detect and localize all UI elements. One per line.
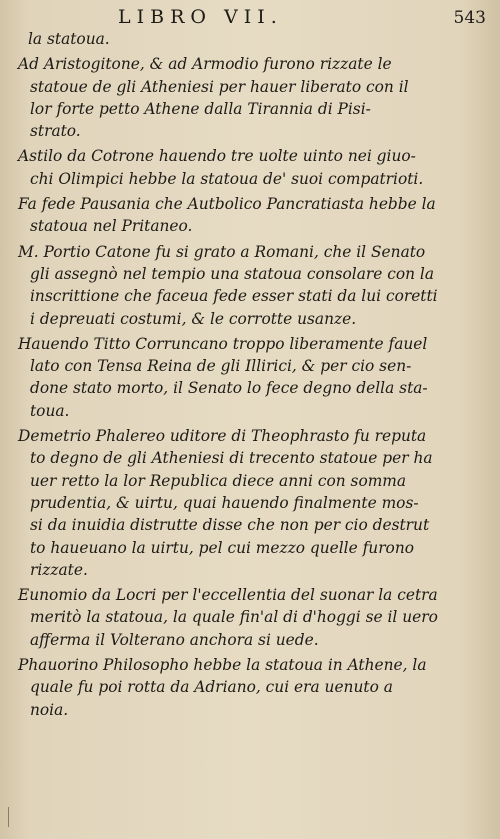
paragraph bbox=[18, 193, 488, 238]
text-line: Astilo da Cotrone hauendo tre uolte uinto nei giuo- bbox=[18, 147, 416, 166]
text-line: toua. bbox=[30, 401, 70, 420]
page-number: 543 bbox=[453, 8, 486, 28]
text-line: la statoua. bbox=[28, 30, 110, 48]
text-line: Hauendo Titto Corruncano troppo liberamente fauel bbox=[18, 334, 428, 353]
running-title: LIBRO VII. bbox=[118, 6, 283, 28]
text-line: quale fu poi rotta da Adriano, cui era uenuto a bbox=[30, 678, 393, 697]
text-line: inscrittione che faceua fede esser stati da lui coretti bbox=[30, 287, 438, 306]
paragraph bbox=[18, 333, 488, 422]
text-line: Eunomio da Locri per l'eccellentia del suonar la cetra bbox=[18, 586, 438, 605]
text-line: M. Portio Catone fu si grato a Romani, che il Senato bbox=[18, 242, 426, 261]
text-line: chi Olimpici hebbe la statoua de' suoi compatrioti. bbox=[30, 169, 424, 188]
text-line: meritò la statoua, la quale fin'al di d'hoggi se il uero bbox=[30, 608, 438, 627]
text-line: Demetrio Phalereo uditore di Theophrasto fu reputa bbox=[18, 427, 427, 446]
paragraph bbox=[18, 241, 488, 330]
text-line: lato con Tensa Reina de gli Illirici, & per cio sen- bbox=[30, 357, 412, 376]
text-line: si da inuidia distrutte disse che non per cio destrut bbox=[30, 516, 430, 535]
text-line: Phauorino Philosopho hebbe la statoua in Athene, la bbox=[18, 656, 427, 675]
paragraph bbox=[18, 53, 488, 142]
paragraph bbox=[18, 584, 488, 651]
text-line: lor forte petto Athene dalla Tirannia di Pisi- bbox=[30, 99, 371, 118]
text-line: strato. bbox=[30, 122, 81, 141]
paragraph bbox=[18, 654, 488, 721]
text-line: to haueuano la uirtu, pel cui mezzo quelle furono bbox=[30, 538, 414, 557]
text-line: prudentia, & uirtu, quai hauendo finalmente mos- bbox=[30, 493, 419, 512]
text-line: Ad Aristogitone, & ad Armodio furono rizzate le bbox=[18, 55, 392, 74]
paragraph bbox=[18, 425, 488, 581]
text-line: Fa fede Pausania che Autbolico Pancratiasta hebbe la bbox=[18, 195, 436, 214]
paragraph bbox=[18, 145, 488, 190]
text-line: rizzate. bbox=[30, 560, 88, 579]
text-line: to degno de gli Atheniesi di trecento statoue per ha bbox=[30, 449, 433, 468]
text-line: uer retto la lor Republica diece anni con somma bbox=[30, 471, 407, 490]
margin-mark bbox=[8, 807, 9, 827]
body-text bbox=[18, 28, 488, 724]
text-line: gli assegnò nel tempio una statoua consolare con la bbox=[30, 264, 435, 283]
paragraph-list bbox=[18, 53, 488, 721]
text-line: statoua nel Pritaneo. bbox=[30, 217, 193, 236]
text-line: done stato morto, il Senato lo fece degno della sta- bbox=[30, 379, 428, 398]
opening-line bbox=[18, 28, 488, 50]
text-line: afferma il Volterano anchora si uede. bbox=[30, 630, 319, 649]
text-line: statoue de gli Atheniesi per hauer liberato con il bbox=[30, 77, 409, 96]
text-line: noia. bbox=[30, 700, 69, 719]
text-line: i depreuati costumi, & le corrotte usanze. bbox=[30, 309, 357, 328]
